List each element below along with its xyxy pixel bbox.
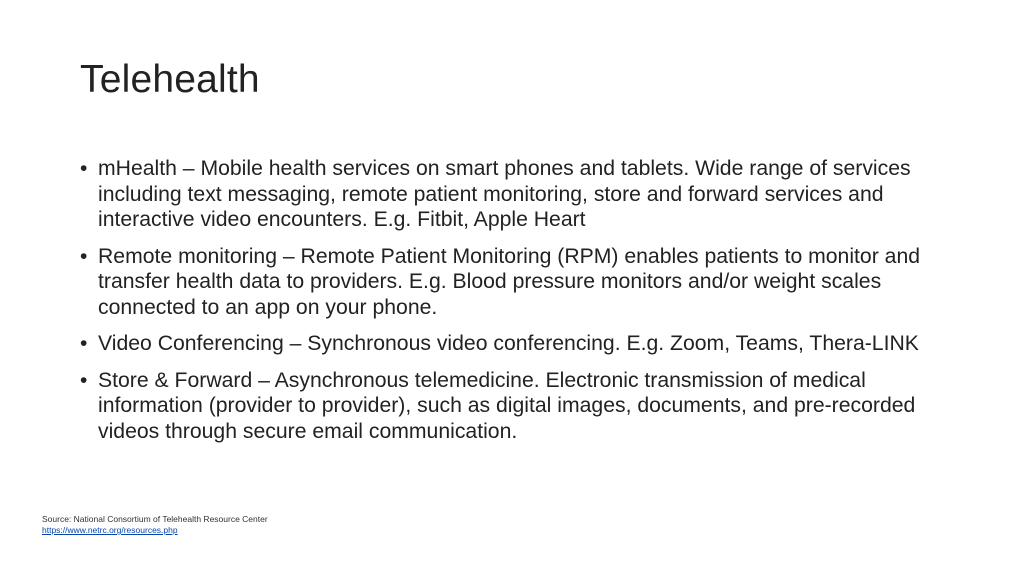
- bullet-item-video-conferencing: [80, 331, 960, 357]
- bullet-list: [80, 156, 960, 455]
- bullet-icon: •: [80, 157, 88, 180]
- bullet-icon: •: [80, 332, 88, 355]
- source-link[interactable]: https://www.netrc.org/resources.php: [42, 525, 178, 535]
- bullet-text: Remote monitoring – Remote Patient Monitoring (RPM) enables patients to monitor and transfer health data to providers. E.g. Blood pressure monitors and/or weight scales connected to an app on your phone.: [98, 244, 921, 319]
- bullet-item-remote-monitoring: [80, 244, 960, 321]
- bullet-icon: •: [80, 244, 88, 268]
- bullet-text: Store & Forward – Asynchronous telemedicine. Electronic transmission of medical information (provider to provider), such as digital images, documents, and pre-recorded videos through secure email communication.: [98, 368, 916, 443]
- bullet-item-store-forward: [80, 368, 960, 445]
- bullet-text: Video Conferencing – Synchronous video conferencing. E.g. Zoom, Teams, Thera-LINK: [98, 332, 919, 355]
- slide-title: Telehealth: [80, 58, 260, 101]
- source-text: Source: National Consortium of Telehealth Resource Center: [42, 514, 268, 524]
- bullet-text: mHealth – Mobile health services on smart phones and tablets. Wide range of services including text messaging, remote patient monitoring, store and forward services and interactive video encounters. E.g. Fitbit, Apple Heart: [98, 157, 911, 231]
- source-note: [42, 514, 268, 536]
- bullet-item-mhealth: [80, 156, 960, 233]
- bullet-icon: •: [80, 368, 88, 392]
